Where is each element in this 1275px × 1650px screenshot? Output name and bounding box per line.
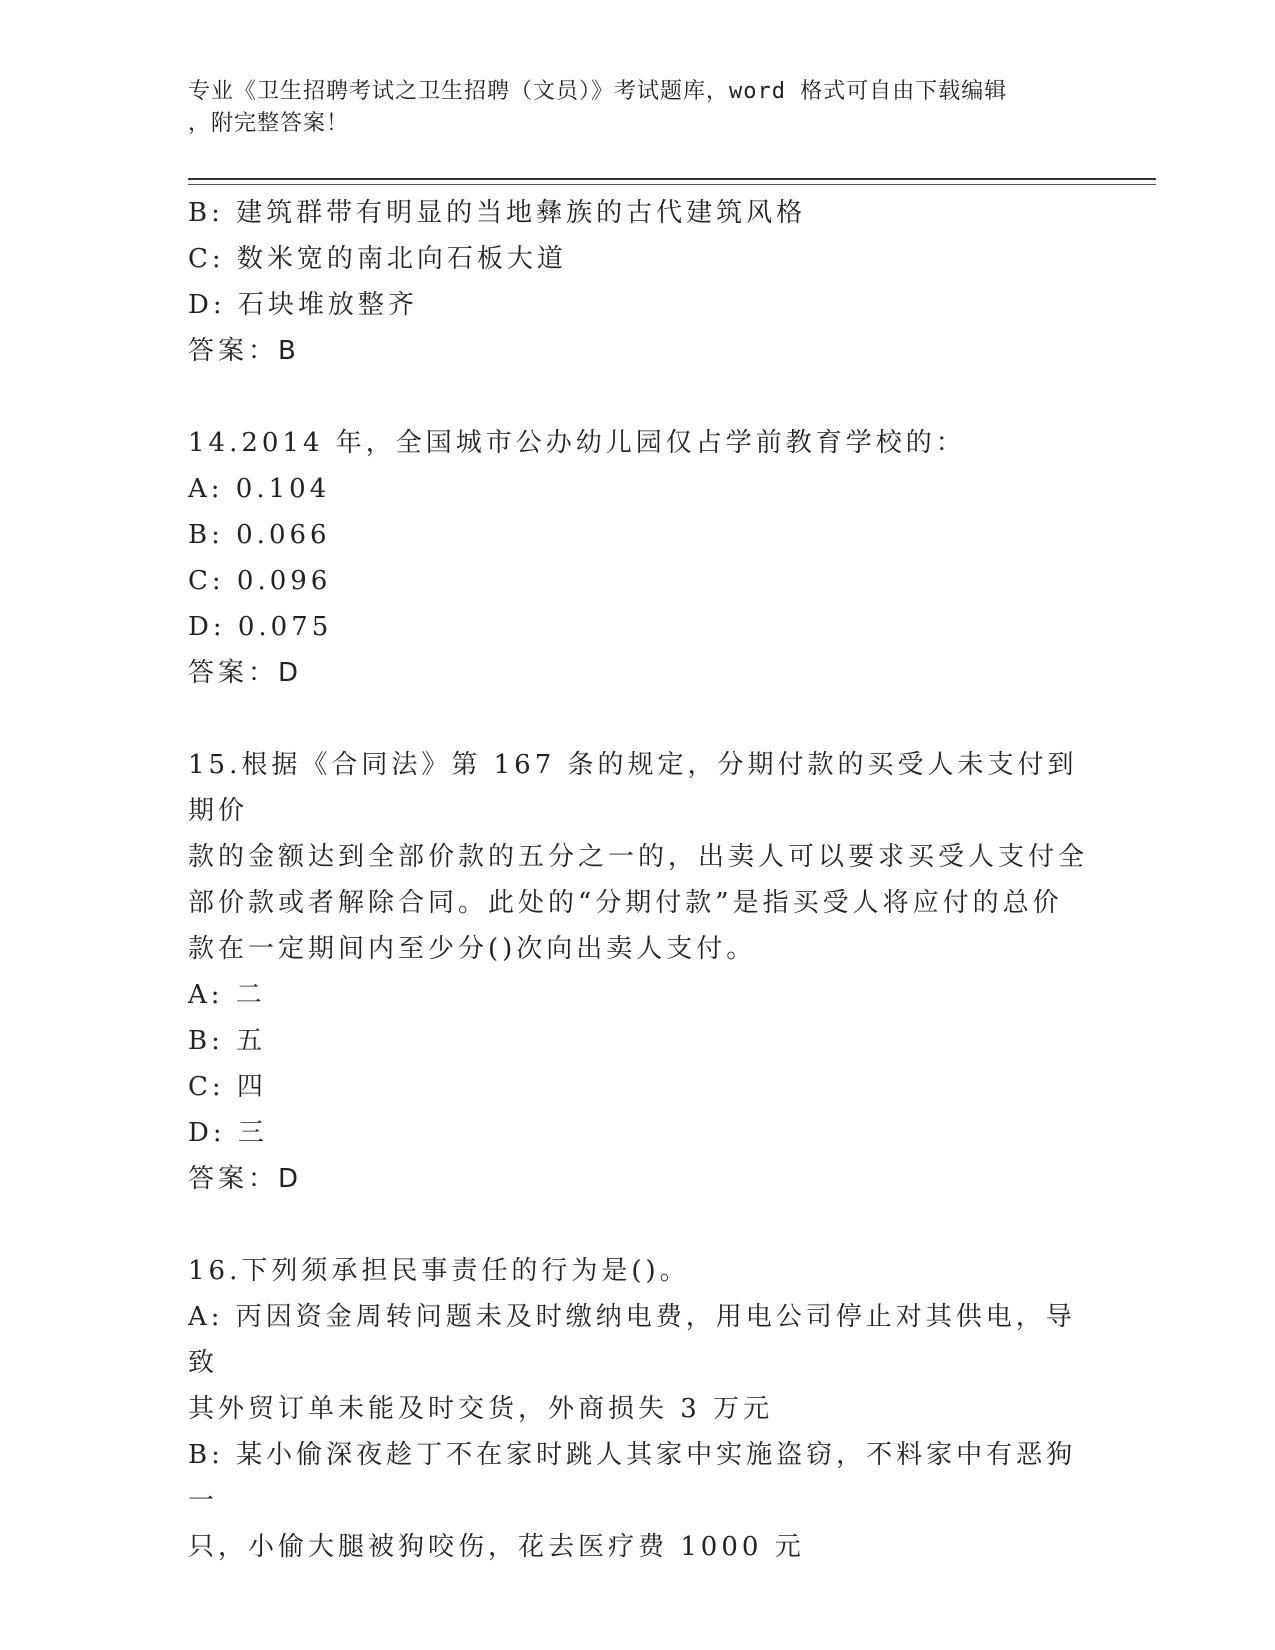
spacer	[188, 374, 1088, 420]
question-16-block	[188, 1248, 1088, 1570]
question-14-option-a: A: 0.104	[188, 474, 331, 504]
spacer	[188, 696, 1088, 742]
question-content	[188, 190, 1088, 1570]
header-line-2: ，附完整答案！	[188, 111, 350, 136]
document-header	[188, 76, 1068, 140]
question-16-option-b-line-1: B: 某小偷深夜趁丁不在家时跳人其家中实施盗窃，不料家中有恶狗一	[188, 1440, 1077, 1516]
question-15-option-c: C: 四	[188, 1072, 267, 1102]
question-15-block	[188, 742, 1088, 1202]
question-15-text-line-1: 15.根据《合同法》第 167 条的规定，分期付款的买受人未支付到期价	[188, 750, 1078, 826]
question-15-text-line-2: 款的金额达到全部价款的五分之一的，出卖人可以要求买受人支付全	[188, 842, 1089, 872]
question-13-option-c: C: 数米宽的南北向石板大道	[188, 244, 567, 274]
question-15-text-line-4: 款在一定期间内至少分()次向出卖人支付。	[188, 934, 757, 964]
question-14-option-c: C: 0.096	[188, 566, 332, 596]
question-13-answer: 答案：B	[188, 336, 300, 366]
question-16-option-a-line-2: 其外贸订单未能及时交货，外商损失 3 万元	[188, 1394, 774, 1424]
question-16-option-b-line-2: 只，小偷大腿被狗咬伤，花去医疗费 1000 元	[188, 1532, 805, 1562]
question-15-option-a: A: 二	[188, 980, 266, 1010]
question-14-option-d: D: 0.075	[188, 612, 333, 642]
question-15-option-d: D: 三	[188, 1118, 268, 1148]
question-15-option-b: B: 五	[188, 1026, 267, 1056]
question-14-text: 14.2014 年，全国城市公办幼儿园仅占学前教育学校的：	[188, 428, 966, 458]
question-14-answer: 答案：D	[188, 658, 303, 688]
header-divider-thick	[188, 178, 1156, 180]
question-16-text: 16.下列须承担民事责任的行为是()。	[188, 1256, 690, 1286]
question-16-option-a-line-1: A: 丙因资金周转问题未及时缴纳电费，用电公司停止对其供电，导致	[188, 1302, 1076, 1378]
question-15-answer: 答案：D	[188, 1164, 303, 1194]
question-13-option-b: B: 建筑群带有明显的当地彝族的古代建筑风格	[188, 198, 807, 228]
question-14-block	[188, 420, 1088, 696]
header-line-1: 专业《卫生招聘考试之卫生招聘（文员）》考试题库，word 格式可自由下载编辑	[188, 79, 1008, 104]
question-13-block	[188, 190, 1088, 374]
spacer	[188, 1202, 1088, 1248]
question-13-option-d: D: 石块堆放整齐	[188, 290, 418, 320]
question-14-option-b: B: 0.066	[188, 520, 331, 550]
question-15-text-line-3: 部价款或者解除合同。此处的“分期付款”是指买受人将应付的总价	[188, 888, 1063, 918]
header-divider-thin	[188, 184, 1156, 185]
